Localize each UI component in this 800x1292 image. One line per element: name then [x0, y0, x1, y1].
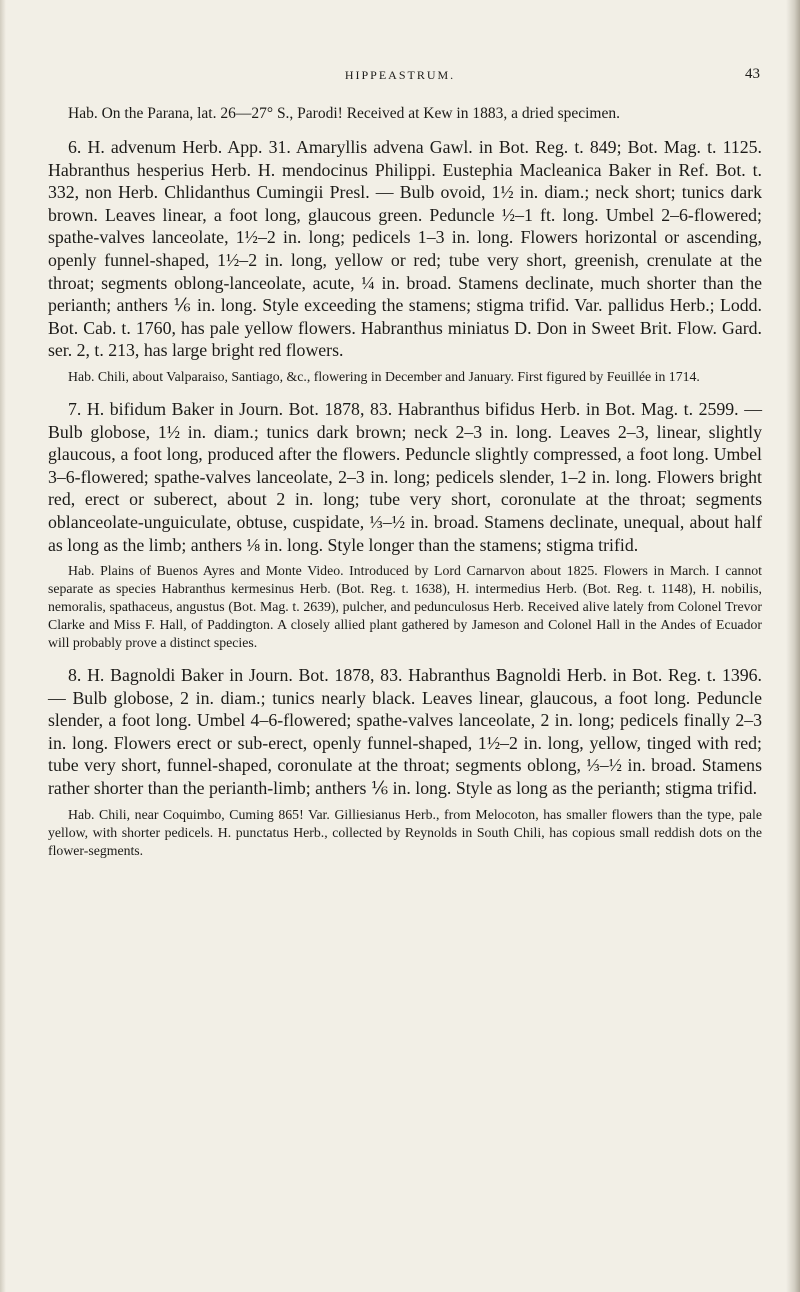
species-entry-6: 6. H. advenum Herb. App. 31. Amaryllis advena Gawl. in Bot. Reg. t. 849; Bot. Mag. t. 1125. Habranthus hesperius Herb. H. mendocinus Philippi. Eustephia Macleanica Baker in Ref. Bot. t. 332, non Herb. Chlidanthus Cumingii Presl. — Bulb ovoid, 1½ in. diam.; neck short; tunics dark brown. Leaves linear, a foot long, glaucous green. Peduncle ½–1 ft. long. Umbel 2–6-flowered; spathe-valves lanceolate, 1½–2 in. long; pedicels 1–3 in. long. Flowers horizontal or ascending, openly funnel-shaped, 1½–2 in. long, yellow or red; tube very short, greenish, crenulate at the throat; segments oblong-lanceolate, acute, ¼ in. broad. Stamens declinate, much shorter than the perianth; anthers ⅙ in. long. Style exceeding the stamens; stigma trifid. Var. pallidus Herb.; Lodd. Bot. Cab. t. 1760, has pale yellow flowers. Habranthus miniatus D. Don in Sweet Brit. Flow. Gard. ser. 2, t. 213, has large bright red flowers. — [48, 137, 762, 361]
page-body — [48, 104, 762, 860]
habitat-note-top: Hab. On the Parana, lat. 26—27° S., Parodi! Received at Kew in 1883, a dried specimen. — [68, 105, 620, 122]
species-entry-8: 8. H. Bagnoldi Baker in Journ. Bot. 1878, 83. Habranthus Bagnoldi Herb. in Bot. Reg. t. 1396. — Bulb globose, 2 in. diam.; tunics nearly black. Leaves linear, glaucous, a foot long. Peduncle slender, a foot long. Umbel 4–6-flowered; spathe-valves lanceolate, 2 in. long; pedicels finally 2–3 in. long. Flowers erect or sub-erect, openly funnel-shaped, 1½–2 in. long, yellow, tinged with red; tube very short, funnel-shaped, coronulate at the throat; segments oblong, ⅓–½ in. broad. Stamens rather shorter than the perianth-limb; anthers ⅙ in. long. Style as long as the perianth; stigma trifid. — [48, 665, 762, 799]
running-head: HIPPEASTRUM. — [344, 68, 456, 82]
page-gutter-shadow — [0, 0, 6, 1292]
habitat-note-7: Hab. Plains of Buenos Ayres and Monte Video. Introduced by Lord Carnarvon about 1825. Flowers in March. I cannot separate as species Habranthus kermesinus Herb. (Bot. Reg. t. 1638), H. intermedius Herb. (Bot. Reg. t. 1148), H. nobilis, nemoralis, spathaceus, angustus (Bot. Mag. t. 2639), pulcher, and pedunculosus Herb. Received alive lately from Colonel Trevor Clarke and Miss F. Hall, of Paddington. A closely allied plant gathered by Jameson and Colonel Hall in the Andes of Ecuador will probably prove a distinct species. — [48, 563, 762, 651]
habitat-note-6: Hab. Chili, about Valparaiso, Santiago, &c., flowering in December and January. First figured by Feuillée in 1714. — [68, 368, 700, 384]
page-edge-shadow — [786, 0, 800, 1292]
page-header — [0, 66, 800, 86]
species-entry-7: 7. H. bifidum Baker in Journ. Bot. 1878, 83. Habranthus bifidus Herb. in Bot. Mag. t. 2599. — Bulb globose, 1½ in. diam.; tunics dark brown; neck 2–3 in. long. Leaves 2–3, linear, slightly glaucous, a foot long, produced after the flowers. Peduncle slightly compressed, a foot long. Umbel 3–6-flowered; spathe-valves lanceolate, 2–3 in. long; pedicels slender, 1–2 in. long. Flowers bright red, erect or suberect, about 2 in. long; tube very short, coronulate at the throat; segments oblanceolate-unguiculate, obtuse, cuspidate, ⅓–½ in. broad. Stamens declinate, unequal, about half as long as the limb; anthers ⅛ in. long. Style longer than the stamens; stigma trifid. — [48, 398, 762, 555]
habitat-note-8: Hab. Chili, near Coquimbo, Cuming 865! Var. Gilliesianus Herb., from Melocoton, has smaller flowers than the type, pale yellow, with shorter pedicels. H. punctatus Herb., collected by Reynolds in South Chili, has copious small reddish dots on the flower-segments. — [48, 806, 762, 858]
page-number: 43 — [745, 66, 760, 82]
